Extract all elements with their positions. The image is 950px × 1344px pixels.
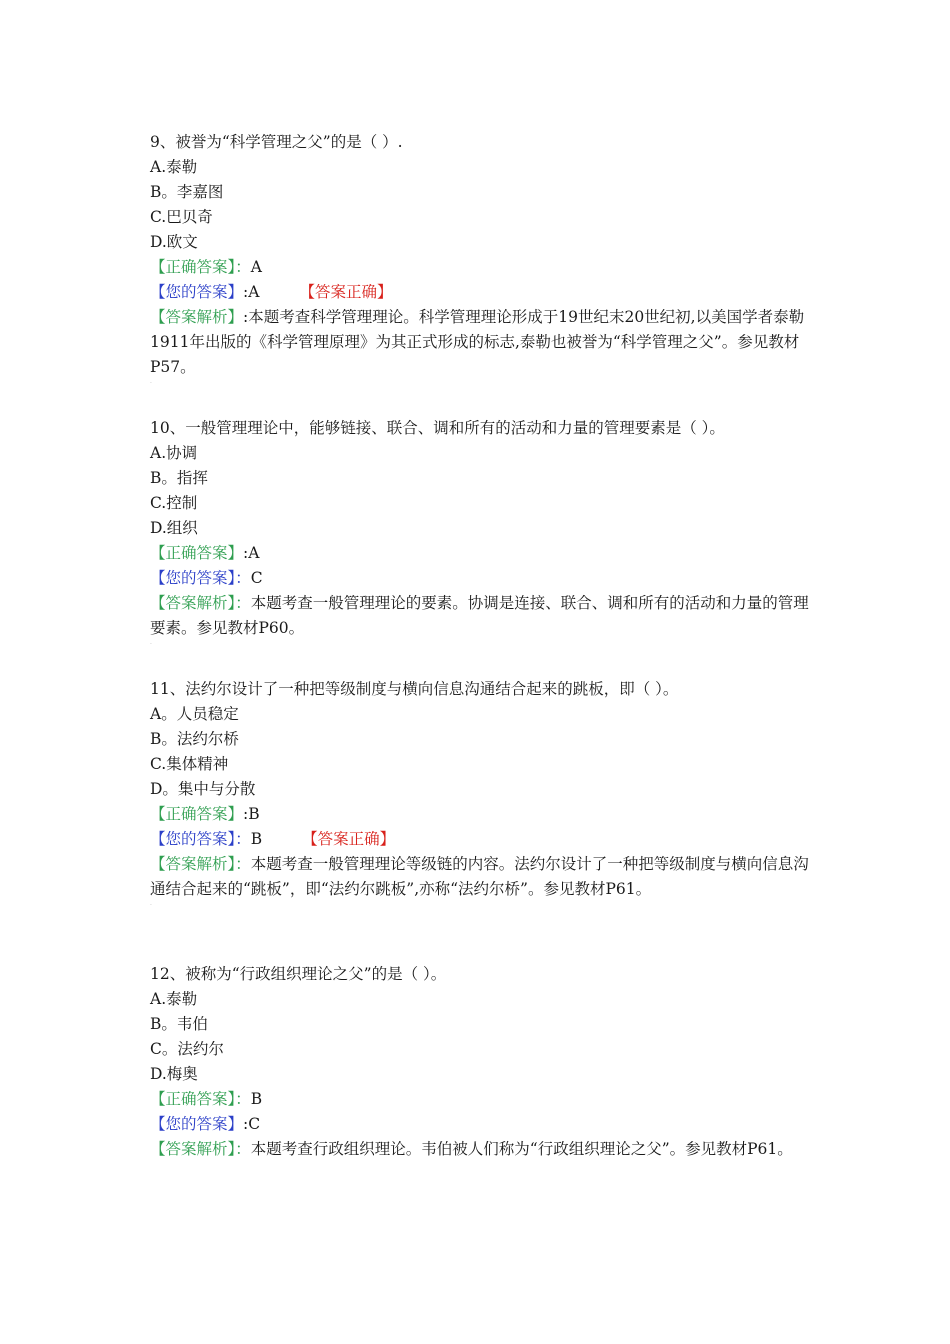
analysis-label: 【答案解析】：: [150, 855, 251, 873]
your-answer-label: 【您的答案】: [150, 1115, 244, 1133]
question-stem: 10、一般管理理论中，能够链接、联合、调和所有的活动和力量的管理要素是（ ）。: [150, 419, 725, 437]
analysis-text: 本题考查一般管理理论等级链的内容。法约尔设计了一种把等级制度与横向信息沟通结合起来的“跳板”，即“法约尔跳板”,亦称“法约尔桥”。参见教材P61。: [150, 855, 809, 898]
analysis-text: 本题考查行政组织理论。韦伯被人们称为“行政组织理论之父”。参见教材P61。: [250, 1140, 793, 1158]
question-stem: 9、被誉为“科学管理之父”的是（ ）.: [150, 133, 403, 151]
option-d: D。集中与分散: [150, 780, 256, 798]
correct-answer-row: [150, 255, 810, 280]
analysis-label: 【答案解析】：: [150, 1140, 251, 1158]
option-b: B。韦伯: [150, 1015, 208, 1033]
your-answer-value: B: [250, 830, 263, 848]
correct-answer-row: [150, 802, 810, 827]
your-answer-value: :C: [243, 1115, 261, 1133]
option-c: C.集体精神: [150, 755, 229, 773]
correct-answer-value: A: [250, 258, 262, 276]
correct-answer-value: :A: [243, 544, 260, 562]
correct-answer-row: [150, 1087, 810, 1112]
question-11: [150, 677, 810, 910]
option-a: A.泰勒: [150, 990, 198, 1008]
analysis-label: 【答案解析】：: [150, 594, 251, 612]
option-b: B。李嘉图: [150, 183, 224, 201]
your-answer-row: [150, 827, 810, 852]
correct-answer-row: [150, 541, 810, 566]
option-a: A.协调: [150, 444, 198, 462]
option-c: C.控制: [150, 494, 198, 512]
option-b: B。法约尔桥: [150, 730, 239, 748]
analysis-row: [150, 591, 810, 641]
analysis-text: :本题考查科学管理理论。科学管理理论形成于19世纪末20世纪初,以美国学者泰勒1911年出版的《科学管理原理》为其正式形成的标志,泰勒也被誉为“科学管理之父”。参见教材P57。: [150, 308, 805, 376]
separator-mark: ·: [150, 380, 152, 387]
question-10: [150, 416, 810, 649]
analysis-label: 【答案解析】: [150, 308, 244, 326]
correct-answer-value: B: [250, 1090, 263, 1108]
option-d: D.欧文: [150, 233, 198, 251]
option-c: C.巴贝奇: [150, 208, 213, 226]
option-a: A。人员稳定: [150, 705, 239, 723]
correct-answer-label: 【正确答案】: [150, 544, 244, 562]
option-d: D.梅奥: [150, 1065, 198, 1083]
your-answer-label: 【您的答案】：: [150, 569, 251, 587]
your-answer-row: [150, 280, 810, 305]
correct-answer-label: 【正确答案】：: [150, 1090, 251, 1108]
correct-answer-label: 【正确答案】：: [150, 258, 251, 276]
correct-answer-value: :B: [243, 805, 260, 823]
option-c: C。法约尔: [150, 1040, 224, 1058]
separator-mark: [150, 1162, 810, 1170]
analysis-row: [150, 1137, 810, 1162]
separator-mark: ·: [150, 641, 152, 648]
your-answer-label: 【您的答案】：: [150, 830, 251, 848]
your-answer-value: :A: [243, 283, 260, 301]
your-answer-value: C: [250, 569, 263, 587]
answer-correct-badge: 【答案正确】: [299, 283, 393, 301]
your-answer-label: 【您的答案】: [150, 283, 244, 301]
question-stem: 11、法约尔设计了一种把等级制度与横向信息沟通结合起来的跳板，即（ ）。: [150, 680, 679, 698]
question-12: [150, 962, 810, 1170]
analysis-row: [150, 852, 810, 902]
your-answer-row: [150, 566, 810, 591]
option-a: A.泰勒: [150, 158, 198, 176]
option-d: D.组织: [150, 519, 198, 537]
correct-answer-label: 【正确答案】: [150, 805, 244, 823]
question-stem: 12、被称为“行政组织理论之父”的是（ ）。: [150, 965, 447, 983]
separator-mark: ·: [150, 902, 152, 909]
option-b: B。指挥: [150, 469, 208, 487]
question-9: [150, 130, 810, 388]
your-answer-row: [150, 1112, 810, 1137]
analysis-text: 本题考查一般管理理论的要素。协调是连接、联合、调和所有的活动和力量的管理要素。参见教材P60。: [150, 594, 809, 637]
analysis-row: [150, 305, 810, 380]
answer-correct-badge: 【答案正确】: [302, 830, 396, 848]
